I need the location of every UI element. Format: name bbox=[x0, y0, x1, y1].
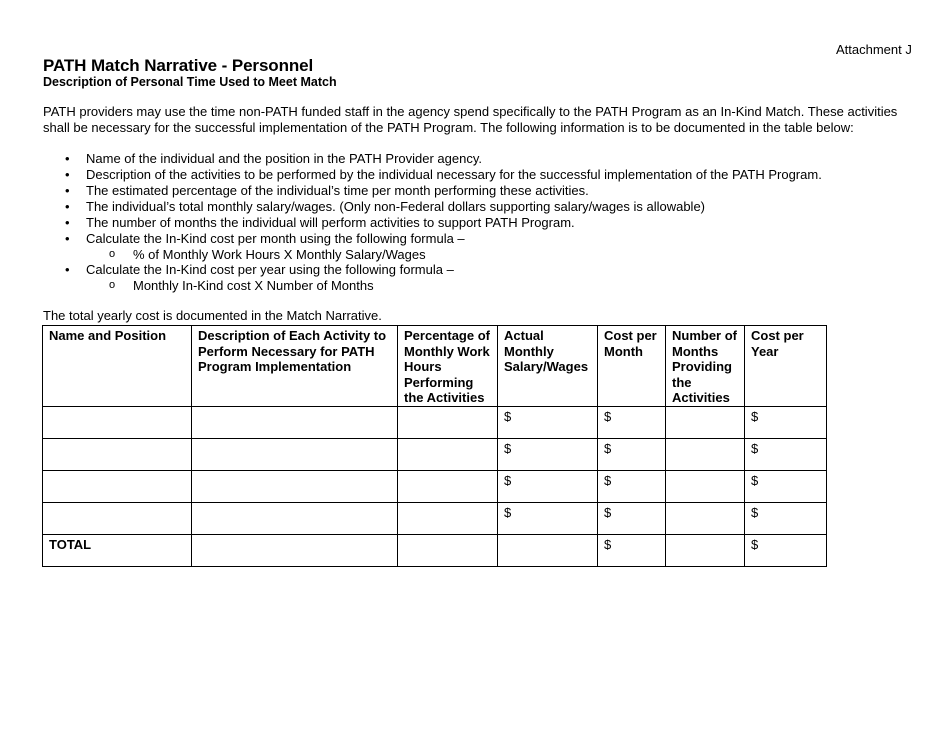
table-cell[interactable] bbox=[398, 470, 498, 502]
table-cell[interactable] bbox=[192, 502, 398, 534]
column-header-salary: Actual Monthly Salary/Wages bbox=[498, 326, 598, 407]
table-cell[interactable]: $ bbox=[745, 406, 827, 438]
sub-list-item bbox=[43, 247, 903, 262]
bullet-icon: • bbox=[65, 199, 70, 214]
list-item-text: The individual’s total monthly salary/wages. (Only non-Federal dollars supporting salary/wages is allowable) bbox=[86, 199, 706, 214]
table-cell[interactable] bbox=[192, 470, 398, 502]
table-cell[interactable] bbox=[43, 470, 192, 502]
list-item bbox=[43, 262, 903, 278]
bullet-icon: • bbox=[65, 215, 70, 230]
intro-paragraph: PATH providers may use the time non-PATH funded staff in the agency spend specifically to the PATH Program as an In-Kind Match. These activities shall be necessary for the successful implementation of the PATH Program. The following information is to be documented in the table below: bbox=[43, 104, 898, 135]
table-cell[interactable] bbox=[666, 438, 745, 470]
list-item bbox=[43, 151, 903, 167]
page-title: PATH Match Narrative - Personnel bbox=[43, 56, 314, 75]
circle-bullet-icon: o bbox=[109, 248, 116, 260]
list-item-text: The number of months the individual will perform activities to support PATH Program. bbox=[86, 215, 575, 230]
list-item bbox=[43, 167, 903, 183]
column-header-cost-per-month: Cost per Month bbox=[598, 326, 666, 407]
column-header-percentage: Percentage of Monthly Work Hours Performing the Activities bbox=[398, 326, 498, 407]
list-item-text: Calculate the In-Kind cost per month using the following formula – bbox=[86, 231, 465, 246]
table-cell[interactable] bbox=[666, 470, 745, 502]
table-cell[interactable]: $ bbox=[745, 438, 827, 470]
table-total-row bbox=[43, 534, 827, 566]
column-header-name-position: Name and Position bbox=[43, 326, 192, 407]
list-item bbox=[43, 215, 903, 231]
list-item bbox=[43, 231, 903, 247]
table-cell[interactable] bbox=[398, 406, 498, 438]
table-cell[interactable]: $ bbox=[745, 502, 827, 534]
list-item-text: Description of the activities to be performed by the individual necessary for the successful implementation of the PATH Program. bbox=[86, 167, 822, 182]
circle-bullet-icon: o bbox=[109, 279, 116, 291]
column-header-cost-per-year: Cost per Year bbox=[745, 326, 827, 407]
table-cell[interactable] bbox=[398, 502, 498, 534]
table-cell[interactable] bbox=[398, 438, 498, 470]
personnel-match-table bbox=[42, 325, 827, 567]
table-cell[interactable] bbox=[666, 406, 745, 438]
table-cell[interactable] bbox=[666, 534, 745, 566]
table-row bbox=[43, 502, 827, 534]
table-cell[interactable]: $ bbox=[498, 470, 598, 502]
table-cell[interactable]: $ bbox=[598, 502, 666, 534]
column-header-number-of-months: Number of Months Providing the Activities bbox=[666, 326, 745, 407]
attachment-label: Attachment J bbox=[836, 42, 912, 57]
table-row bbox=[43, 470, 827, 502]
table-cell[interactable]: $ bbox=[598, 534, 666, 566]
bullet-icon: • bbox=[65, 151, 70, 166]
table-cell[interactable]: $ bbox=[498, 406, 598, 438]
page-subtitle: Description of Personal Time Used to Meet Match bbox=[43, 75, 337, 89]
sub-list-item bbox=[43, 278, 903, 293]
table-cell[interactable]: $ bbox=[498, 502, 598, 534]
table-cell[interactable] bbox=[498, 534, 598, 566]
bullet-icon: • bbox=[65, 183, 70, 198]
table-header-row bbox=[43, 326, 827, 407]
table-cell[interactable] bbox=[192, 534, 398, 566]
total-note: The total yearly cost is documented in the Match Narrative. bbox=[43, 308, 382, 323]
table-cell[interactable]: $ bbox=[598, 470, 666, 502]
table-row bbox=[43, 438, 827, 470]
table-row bbox=[43, 406, 827, 438]
table-cell[interactable] bbox=[43, 438, 192, 470]
list-item-text: Calculate the In-Kind cost per year using the following formula – bbox=[86, 262, 454, 277]
instruction-list bbox=[43, 151, 903, 293]
table-cell[interactable] bbox=[192, 438, 398, 470]
bullet-icon: • bbox=[65, 167, 70, 182]
list-item-text: The estimated percentage of the individual’s time per month performing these activities. bbox=[86, 183, 589, 198]
bullet-icon: • bbox=[65, 262, 70, 277]
list-item-text: Name of the individual and the position in the PATH Provider agency. bbox=[86, 151, 482, 166]
table-cell[interactable]: $ bbox=[745, 534, 827, 566]
table-cell[interactable] bbox=[398, 534, 498, 566]
table-cell[interactable]: $ bbox=[745, 470, 827, 502]
table-cell[interactable] bbox=[43, 502, 192, 534]
table-cell[interactable]: $ bbox=[598, 438, 666, 470]
sub-list-item-text: % of Monthly Work Hours X Monthly Salary/Wages bbox=[133, 247, 426, 262]
column-header-description: Description of Each Activity to Perform Necessary for PATH Program Implementation bbox=[192, 326, 398, 407]
table-cell[interactable] bbox=[43, 406, 192, 438]
sub-list-item-text: Monthly In-Kind cost X Number of Months bbox=[133, 278, 374, 293]
table-cell[interactable]: $ bbox=[498, 438, 598, 470]
table-cell[interactable] bbox=[666, 502, 745, 534]
table-cell[interactable]: $ bbox=[598, 406, 666, 438]
table-cell[interactable] bbox=[192, 406, 398, 438]
list-item bbox=[43, 183, 903, 199]
list-item bbox=[43, 199, 903, 215]
bullet-icon: • bbox=[65, 231, 70, 246]
total-label: TOTAL bbox=[43, 534, 192, 566]
